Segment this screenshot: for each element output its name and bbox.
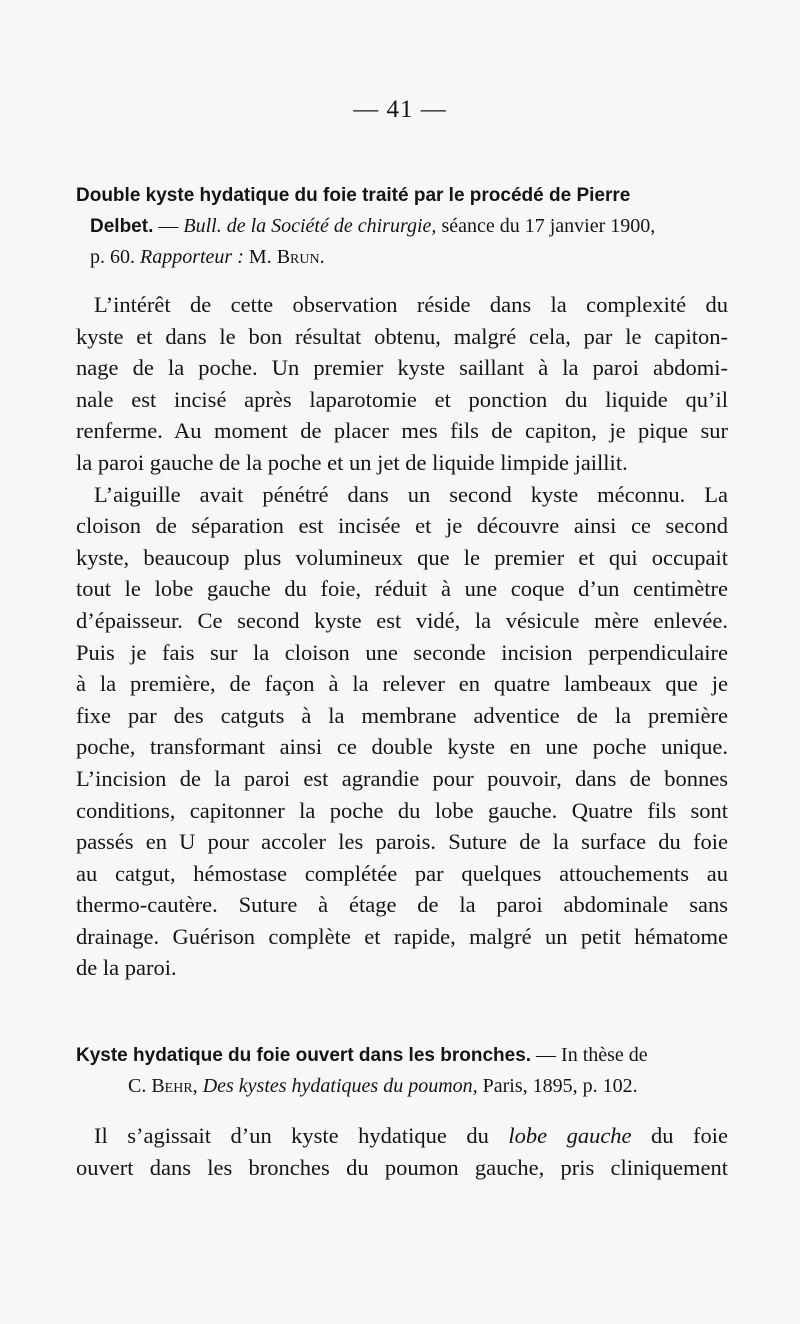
paragraph-line: ouvert dans les bronches du poumon gauche, pris cliniquement	[76, 1154, 728, 1180]
paragraph-line: L’aiguille avait pénétré dans un second kyste méconnu. La	[94, 481, 728, 507]
paragraph-text: Il s’agissait d’un kyste hydatique du	[94, 1123, 509, 1148]
entry-citation-1-line2	[76, 242, 728, 272]
paragraph-line: poche, transformant ainsi ce double kyste en une poche unique.	[76, 734, 728, 760]
entry-heading-1	[76, 180, 728, 272]
citation-page-ref: p. 60.	[90, 246, 135, 268]
entry-citation-2	[76, 1071, 728, 1101]
rapporteur-name: Brun.	[276, 246, 325, 268]
paragraph-line: Puis je fais sur la cloison une seconde incision perpendiculaire	[76, 639, 728, 665]
paragraph-line: conditions, capitonner la poche du lobe gauche. Quatre fils sont	[76, 797, 728, 823]
entry-thesis-note: — In thèse de	[531, 1044, 648, 1066]
paragraph-line: nale est incisé après laparotomie et ponction du liquide qu’il	[76, 386, 728, 412]
paragraph-line: au catgut, hémostase complétée par quelques attouchements au	[76, 860, 728, 886]
paragraph-emphasis: lobe gauche	[508, 1123, 632, 1148]
paragraph-line: drainage. Guérison complète et rapide, malgré un petit hématome	[76, 923, 728, 949]
paragraph-line: tout le lobe gauche du foie, réduit à une coque d’un centimètre	[76, 576, 728, 602]
paragraph-line: kyste, beaucoup plus volumineux que le premier et qui occupait	[76, 544, 728, 570]
body-paragraph-1	[76, 289, 728, 984]
entry-heading-2-line1	[76, 1040, 728, 1071]
citation-place-date: Paris, 1895, p. 102.	[477, 1075, 638, 1097]
paragraph-line: de la paroi.	[76, 955, 177, 981]
citation-dash: —	[153, 215, 184, 237]
paragraph-line: fixe par des catguts à la membrane adventice de la première	[76, 702, 728, 728]
page-number: — 41 —	[353, 96, 447, 123]
entry-title-1: Double kyste hydatique du foie traité par le procédé de Pierre	[76, 185, 631, 206]
rapporteur-label: Rapporteur :	[140, 246, 244, 268]
paragraph-line: d’épaisseur. Ce second kyste est vidé, la vésicule mère enlevée.	[76, 607, 728, 633]
citation-author-initial: C.	[128, 1075, 152, 1097]
citation-session: séance du 17 janvier 1900,	[436, 215, 656, 237]
citation-author: Behr,	[151, 1075, 198, 1097]
paragraph-line: L’intérêt de cette observation réside dans la complexité du	[94, 292, 728, 317]
paragraph-line: thermo-cautère. Suture à étage de la paroi abdominale sans	[76, 892, 728, 918]
rapporteur-prefix: M.	[243, 246, 277, 268]
entry-heading-2	[76, 1040, 728, 1101]
paragraph-text: du foie	[631, 1123, 728, 1148]
paragraph-line: passés en U pour accoler les parois. Suture de la surface du foie	[76, 829, 728, 855]
citation-source: Bull. de la Société de chirurgie,	[183, 215, 437, 237]
paragraph-line: nage de la poche. Un premier kyste saillant à la paroi abdomi-	[76, 355, 728, 381]
paragraph-line	[76, 1120, 728, 1152]
body-paragraph-2	[76, 1120, 728, 1183]
paragraph-line: L’incision de la paroi est agrandie pour pouvoir, dans de bonnes	[76, 765, 728, 791]
paragraph-line: cloison de séparation est incisée et je découvre ainsi ce second	[76, 513, 728, 539]
paragraph-line: kyste et dans le bon résultat obtenu, malgré cela, par le capiton-	[76, 323, 728, 349]
citation-source-2: Des kystes hydatiques du poumon,	[197, 1075, 478, 1097]
paragraph-line: la paroi gauche de la poche et un jet de liquide limpide jaillit.	[76, 449, 628, 475]
paragraph-line: à la première, de façon à la relever en quatre lambeaux que je	[76, 671, 728, 697]
entry-citation-1	[76, 211, 728, 242]
entry-title-2: Kyste hydatique du foie ouvert dans les bronches.	[76, 1045, 532, 1066]
entry-title-1-continued: Delbet.	[90, 216, 154, 237]
paragraph-line: renferme. Au moment de placer mes fils de capiton, je pique sur	[76, 418, 728, 444]
